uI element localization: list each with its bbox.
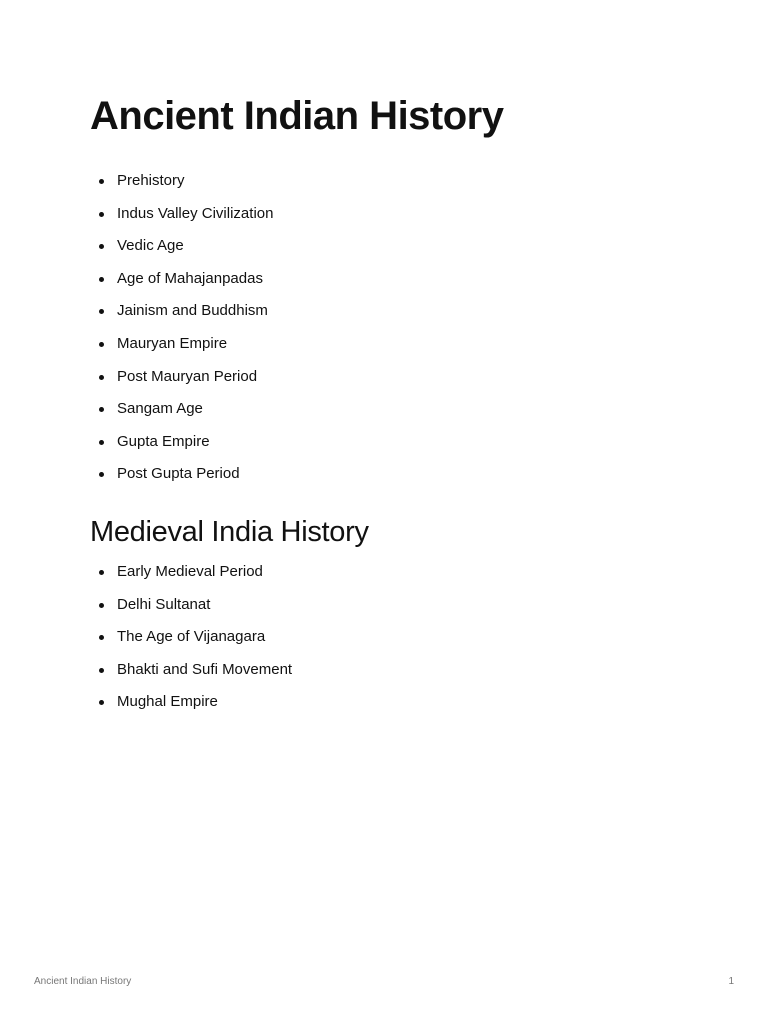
list-item-label: Early Medieval Period bbox=[117, 563, 263, 580]
list-item[interactable] bbox=[90, 269, 273, 289]
bullet-icon bbox=[99, 603, 104, 608]
list-item-label: Sangam Age bbox=[117, 400, 203, 418]
list-item-label: Age of Mahajanpadas bbox=[117, 269, 263, 287]
list-item-label: Delhi Sultanat bbox=[117, 595, 211, 613]
list-item[interactable] bbox=[90, 562, 292, 582]
list-item[interactable] bbox=[90, 464, 273, 484]
list-item-label: Indus Valley Civilization bbox=[117, 204, 274, 222]
list-item-label: Post Gupta Period bbox=[117, 465, 240, 483]
footer-document-title: Ancient Indian History bbox=[34, 976, 132, 987]
bullet-icon bbox=[99, 244, 104, 249]
ancient-topic-list bbox=[90, 171, 273, 497]
bullet-icon bbox=[99, 407, 104, 412]
list-item-label: Prehistory bbox=[117, 172, 185, 189]
list-item[interactable] bbox=[90, 595, 292, 615]
bullet-icon bbox=[99, 212, 104, 217]
list-item-label: Jainism and Buddhism bbox=[117, 302, 268, 320]
list-item[interactable] bbox=[90, 204, 273, 224]
list-item-label: Mauryan Empire bbox=[117, 334, 228, 352]
list-item-label: The Age of Vijanagara bbox=[117, 628, 266, 646]
bullet-icon bbox=[99, 440, 104, 445]
section-heading-medieval: Medieval India History bbox=[90, 516, 369, 548]
list-item-label: Vedic Age bbox=[117, 237, 184, 255]
footer-page-number: 1 bbox=[728, 976, 734, 987]
page-title: Ancient Indian History bbox=[90, 94, 504, 138]
list-item[interactable] bbox=[90, 301, 273, 321]
list-item[interactable] bbox=[90, 660, 292, 680]
bullet-icon bbox=[99, 570, 104, 575]
list-item[interactable] bbox=[90, 399, 273, 419]
bullet-icon bbox=[99, 309, 104, 314]
bullet-icon bbox=[99, 277, 104, 282]
list-item[interactable] bbox=[90, 236, 273, 256]
list-item[interactable] bbox=[90, 692, 292, 712]
medieval-topic-list bbox=[90, 562, 292, 725]
bullet-icon bbox=[99, 668, 104, 673]
list-item[interactable] bbox=[90, 432, 273, 452]
list-item-label: Mughal Empire bbox=[117, 693, 218, 711]
list-item[interactable] bbox=[90, 171, 273, 191]
list-item-label: Post Mauryan Period bbox=[117, 367, 258, 385]
bullet-icon bbox=[99, 342, 104, 347]
list-item[interactable] bbox=[90, 627, 292, 647]
bullet-icon bbox=[99, 179, 104, 184]
list-item-label: Gupta Empire bbox=[117, 432, 210, 450]
bullet-icon bbox=[99, 472, 104, 477]
bullet-icon bbox=[99, 375, 104, 380]
list-item[interactable] bbox=[90, 367, 273, 387]
bullet-icon bbox=[99, 635, 104, 640]
bullet-icon bbox=[99, 700, 104, 705]
list-item-label: Bhakti and Sufi Movement bbox=[117, 660, 293, 678]
list-item[interactable] bbox=[90, 334, 273, 354]
